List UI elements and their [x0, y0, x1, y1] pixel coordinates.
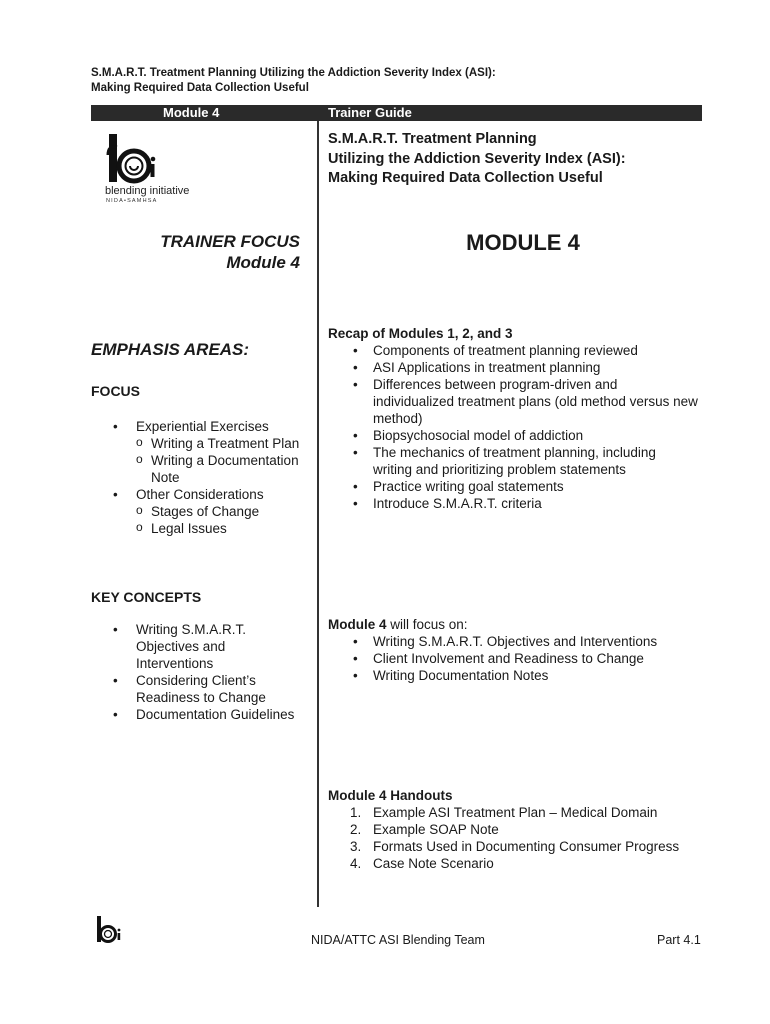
logo-subtitle: NIDA•SAMHSA — [106, 198, 158, 204]
trainer-focus-label: TRAINER FOCUS — [160, 232, 300, 251]
list-item: • Experiential Exercises — [91, 418, 313, 435]
list-item: • Writing Documentation Notes — [328, 667, 708, 684]
list-item: • Client Involvement and Readiness to Change — [328, 650, 708, 667]
trainer-focus-module: Module 4 — [226, 253, 300, 272]
trainer-focus-heading — [100, 231, 300, 273]
list-item: • Introduce S.M.A.R.T. criteria — [328, 495, 698, 512]
logo-brand-text: blending initiative — [105, 185, 190, 197]
handout-number: 3. — [350, 839, 362, 854]
blending-initiative-logo — [104, 131, 194, 217]
handout-number: 2. — [350, 822, 362, 837]
handout-number: 4. — [350, 856, 362, 871]
list-item: • Writing S.M.A.R.T. Objectives and Interventions — [328, 633, 708, 650]
focus-list — [91, 418, 313, 537]
list-item: • Differences between program-driven and individualized treatment plans (old method versus new method) — [328, 376, 698, 427]
handout-number: 1. — [350, 805, 362, 820]
module-focus-bold: Module 4 — [328, 617, 387, 632]
footer-team: NIDA/ATTC ASI Blending Team — [311, 933, 485, 947]
list-item: • Components of treatment planning reviewed — [328, 342, 698, 359]
handout-text: Case Note Scenario — [373, 856, 494, 871]
recap-heading: Recap of Modules 1, 2, and 3 — [328, 326, 513, 341]
document-title — [328, 130, 626, 189]
handouts-section — [328, 787, 708, 872]
document-header — [91, 66, 496, 96]
bi-logo-icon — [104, 131, 194, 187]
module-title: MODULE 4 — [466, 230, 580, 255]
list-subitem: o Writing a Treatment Plan — [91, 435, 313, 452]
list-item: • Documentation Guidelines — [91, 706, 376, 723]
handout-text: Formats Used in Documenting Consumer Progress — [373, 839, 680, 854]
focus-heading: FOCUS — [91, 383, 140, 399]
header-line-2: Making Required Data Collection Useful — [91, 82, 309, 94]
doc-title-line-2: Utilizing the Addiction Severity Index (ASI): — [328, 150, 626, 167]
list-item: • Other Considerations — [91, 486, 313, 503]
key-concepts-heading: KEY CONCEPTS — [91, 589, 202, 605]
handout-text: Example ASI Treatment Plan – Medical Domain — [373, 805, 658, 820]
list-subitem: o Legal Issues — [91, 520, 313, 537]
footer-logo-icon — [95, 914, 125, 946]
doc-title-line-1: S.M.A.R.T. Treatment Planning — [328, 131, 537, 147]
bar-trainer-guide-label: Trainer Guide — [328, 105, 412, 120]
list-subitem: o Writing a Documentation Note — [91, 452, 313, 486]
list-item: • Considering Client’s Readiness to Change — [91, 672, 266, 706]
header-line-1: S.M.A.R.T. Treatment Planning Utilizing the Addiction Severity Index (ASI): — [91, 67, 496, 79]
recap-section — [328, 325, 698, 512]
list-item: • Biopsychosocial model of addiction — [328, 427, 698, 444]
module-focus-section — [328, 616, 708, 684]
footer-page-number: Part 4.1 — [657, 933, 701, 947]
list-item: • ASI Applications in treatment planning — [328, 359, 698, 376]
doc-title-line-3: Making Required Data Collection Useful — [328, 170, 603, 186]
handouts-heading: Module 4 Handouts — [328, 788, 453, 803]
list-item: • Writing S.M.A.R.T. Objectives and Interventions — [91, 621, 266, 672]
list-item: • Practice writing goal statements — [328, 478, 698, 495]
handout-text: Example SOAP Note — [373, 822, 499, 837]
section-bar — [91, 105, 702, 121]
module-focus-rest: will focus on: — [386, 617, 468, 632]
handout-item — [328, 838, 708, 855]
emphasis-areas-heading: EMPHASIS AREAS: — [91, 340, 250, 359]
handout-item — [328, 855, 708, 872]
key-concepts-list — [91, 621, 295, 723]
module-focus-intro — [328, 616, 708, 633]
list-item: • The mechanics of treatment planning, including writing and prioritizing problem statements — [328, 444, 698, 478]
bar-module-label: Module 4 — [163, 105, 220, 120]
list-subitem: o Stages of Change — [91, 503, 313, 520]
handout-item — [328, 804, 708, 821]
handout-item — [328, 821, 708, 838]
